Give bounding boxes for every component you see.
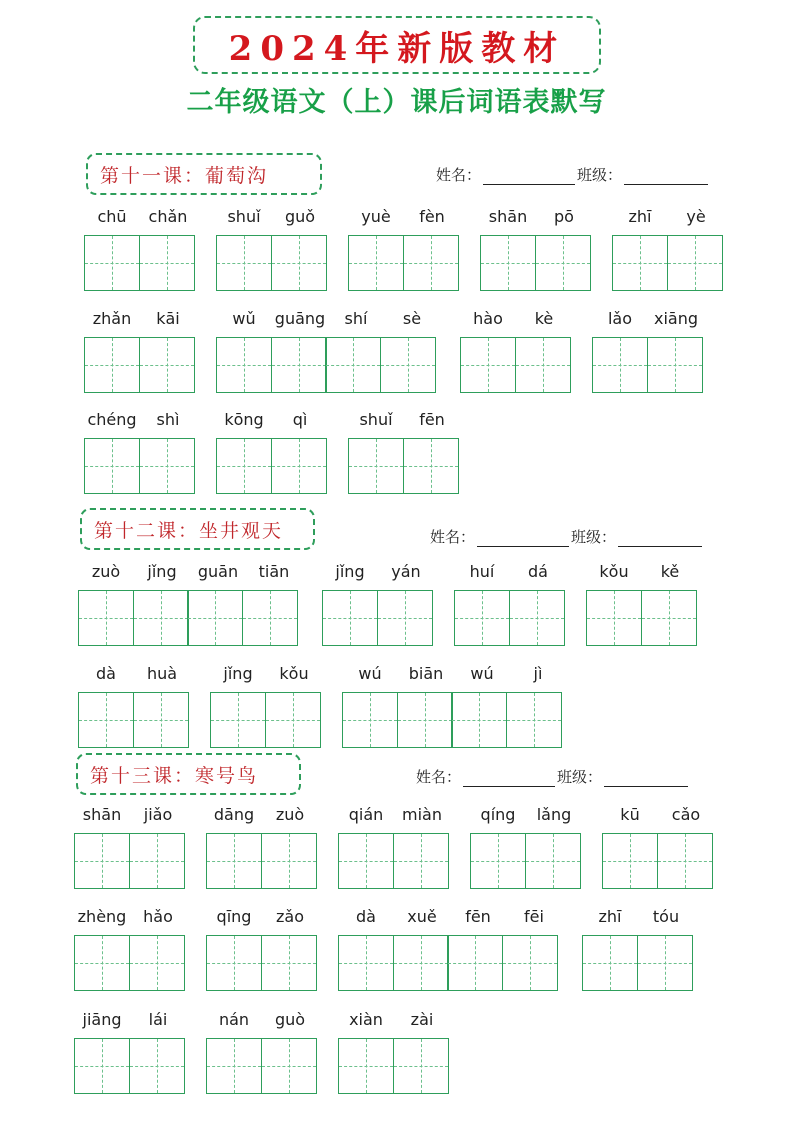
word-item (210, 664, 322, 748)
writing-cell[interactable] (129, 1038, 185, 1094)
pinyin: jǐng (335, 562, 365, 581)
word-item (84, 309, 196, 393)
word-item (342, 664, 566, 748)
word-item (470, 805, 582, 889)
pinyin: chǎn (148, 207, 188, 226)
pinyin: yuè (361, 207, 391, 226)
writing-cell[interactable] (502, 935, 558, 991)
name-field[interactable] (477, 530, 569, 547)
tianzige-grid (480, 235, 592, 291)
tianzige-grid (206, 1038, 318, 1094)
pinyin: zǎo (276, 907, 304, 926)
pinyin: kě (660, 562, 680, 581)
pinyin: nán (218, 1010, 250, 1029)
writing-cell[interactable] (74, 833, 130, 889)
tianzige-grid (74, 833, 186, 889)
pinyin: wú (470, 664, 494, 683)
pinyin: kū (620, 805, 640, 824)
pinyin: qì (292, 410, 308, 429)
pinyin: jǐng (223, 664, 253, 683)
pinyin-row (322, 562, 434, 584)
word-item (454, 562, 566, 646)
pinyin-row (216, 309, 440, 331)
pinyin: kōng (224, 410, 264, 429)
writing-cell[interactable] (216, 235, 272, 291)
page-subtitle: 二年级语文（上）课后词语表默写 (186, 87, 607, 118)
lesson-title: 第十二课：坐井观天 (80, 508, 315, 550)
tianzige-grid (78, 692, 190, 748)
writing-cell[interactable] (129, 833, 185, 889)
pinyin: fēn (419, 410, 445, 429)
word-item (78, 562, 302, 646)
pinyin: yán (391, 562, 421, 581)
word-item (84, 410, 196, 494)
class-field[interactable] (604, 770, 688, 787)
pinyin: zhī (598, 907, 622, 926)
pinyin: shí (344, 309, 368, 328)
writing-cell[interactable] (582, 935, 638, 991)
pinyin: zhèng (77, 907, 127, 926)
pinyin-row (78, 664, 190, 686)
writing-cell[interactable] (129, 935, 185, 991)
pinyin: zuò (275, 805, 305, 824)
writing-cell[interactable] (667, 235, 723, 291)
writing-cell[interactable] (271, 438, 327, 494)
pinyin: shuǐ (359, 410, 393, 429)
pinyin-row (470, 805, 582, 827)
word-item (206, 907, 318, 991)
pinyin-row (74, 1010, 186, 1032)
pinyin-row (74, 907, 186, 929)
word-item (586, 562, 698, 646)
pinyin-row (460, 309, 572, 331)
writing-cell[interactable] (515, 337, 571, 393)
pinyin: guò (274, 1010, 306, 1029)
tianzige-grid (338, 1038, 450, 1094)
pinyin: xiàn (349, 1010, 383, 1029)
name-field[interactable] (463, 770, 555, 787)
tianzige-grid (322, 590, 434, 646)
page-title: 2024年新版教材 (228, 28, 566, 69)
pinyin: tiān (258, 562, 290, 581)
pinyin-row (480, 207, 592, 229)
word-item (74, 907, 186, 991)
pinyin: zhǎn (92, 309, 132, 328)
pinyin-row (592, 309, 704, 331)
pinyin-row (216, 410, 328, 432)
pinyin: kāi (156, 309, 180, 328)
pinyin-row (84, 309, 196, 331)
pinyin-row (206, 1010, 318, 1032)
tianzige-grid (74, 935, 186, 991)
word-item (348, 207, 460, 291)
word-item (206, 805, 318, 889)
pinyin-row (216, 207, 328, 229)
word-item (338, 907, 562, 991)
tianzige-grid (342, 692, 566, 748)
pinyin-row (338, 805, 450, 827)
word-item (582, 907, 694, 991)
writing-cell[interactable] (612, 235, 668, 291)
writing-cell[interactable] (393, 935, 449, 991)
tianzige-grid (348, 438, 460, 494)
name-label: 姓名： (430, 528, 476, 546)
pinyin: guāng (274, 309, 326, 328)
pinyin-row (78, 562, 302, 584)
pinyin-row (206, 907, 318, 929)
writing-cell[interactable] (338, 833, 394, 889)
pinyin: lǎo (607, 309, 633, 328)
pinyin: zhī (628, 207, 652, 226)
pinyin: jì (533, 664, 543, 683)
pinyin: kǒu (599, 562, 629, 581)
writing-cell[interactable] (265, 692, 321, 748)
writing-cell[interactable] (78, 692, 134, 748)
pinyin: guān (197, 562, 239, 581)
pinyin: fèn (419, 207, 445, 226)
pinyin: yè (686, 207, 706, 226)
writing-cell[interactable] (84, 235, 140, 291)
writing-cell[interactable] (454, 590, 510, 646)
pinyin-row (338, 907, 562, 929)
tianzige-grid (206, 833, 318, 889)
writing-cell[interactable] (133, 692, 189, 748)
writing-cell[interactable] (206, 935, 262, 991)
tianzige-grid (470, 833, 582, 889)
pinyin: shān (82, 805, 122, 824)
name-class-line (430, 526, 704, 547)
pinyin: xuě (407, 907, 437, 926)
pinyin-row (84, 410, 196, 432)
pinyin: zài (410, 1010, 434, 1029)
pinyin-row (74, 805, 186, 827)
class-label: 班级： (577, 166, 623, 184)
tianzige-grid (338, 935, 562, 991)
pinyin: fēi (524, 907, 544, 926)
lesson-title: 第十三课：寒号鸟 (76, 753, 301, 795)
writing-cell[interactable] (206, 1038, 262, 1094)
writing-cell[interactable] (348, 235, 404, 291)
writing-cell[interactable] (657, 833, 713, 889)
pinyin-row (210, 664, 322, 686)
writing-cell[interactable] (509, 590, 565, 646)
tianzige-grid (338, 833, 450, 889)
word-item (74, 805, 186, 889)
tianzige-grid (216, 337, 440, 393)
word-item (602, 805, 714, 889)
word-item (322, 562, 434, 646)
pinyin-row (348, 410, 460, 432)
pinyin: dāng (213, 805, 255, 824)
writing-cell[interactable] (325, 337, 381, 393)
pinyin: sè (402, 309, 422, 328)
writing-cell[interactable] (242, 590, 298, 646)
pinyin: dà (96, 664, 116, 683)
writing-cell[interactable] (342, 692, 398, 748)
tianzige-grid (348, 235, 460, 291)
pinyin: kè (534, 309, 554, 328)
word-item (206, 1010, 318, 1094)
tianzige-grid (84, 235, 196, 291)
writing-cell[interactable] (393, 833, 449, 889)
tianzige-grid (460, 337, 572, 393)
class-field[interactable] (618, 530, 702, 547)
writing-cell[interactable] (480, 235, 536, 291)
pinyin: huí (469, 562, 495, 581)
writing-cell[interactable] (206, 833, 262, 889)
title-box (193, 16, 601, 74)
pinyin: jiǎo (143, 805, 173, 824)
pinyin: kǒu (279, 664, 309, 683)
pinyin: shān (488, 207, 528, 226)
tianzige-grid (592, 337, 704, 393)
writing-cell[interactable] (647, 337, 703, 393)
pinyin: shì (156, 410, 180, 429)
writing-cell[interactable] (380, 337, 436, 393)
pinyin: tóu (652, 907, 680, 926)
writing-cell[interactable] (139, 337, 195, 393)
pinyin: shuǐ (227, 207, 261, 226)
word-item (78, 664, 190, 748)
pinyin: hǎo (143, 907, 173, 926)
pinyin: wú (358, 664, 382, 683)
writing-cell[interactable] (338, 935, 394, 991)
writing-cell[interactable] (139, 235, 195, 291)
class-label: 班级： (571, 528, 617, 546)
writing-cell[interactable] (348, 438, 404, 494)
pinyin-row (582, 907, 694, 929)
word-item (74, 1010, 186, 1094)
pinyin: chéng (87, 410, 137, 429)
pinyin: qīng (216, 907, 252, 926)
writing-cell[interactable] (271, 337, 327, 393)
word-item (216, 207, 328, 291)
tianzige-grid (84, 438, 196, 494)
writing-cell[interactable] (460, 337, 516, 393)
pinyin: huà (146, 664, 178, 683)
tianzige-grid (74, 1038, 186, 1094)
writing-cell[interactable] (78, 590, 134, 646)
writing-cell[interactable] (74, 1038, 130, 1094)
word-item (612, 207, 724, 291)
writing-cell[interactable] (261, 833, 317, 889)
writing-cell[interactable] (393, 1038, 449, 1094)
pinyin: zuò (91, 562, 121, 581)
word-item (216, 309, 440, 393)
writing-cell[interactable] (377, 590, 433, 646)
pinyin-row (586, 562, 698, 584)
word-item (460, 309, 572, 393)
writing-cell[interactable] (338, 1038, 394, 1094)
tianzige-grid (454, 590, 566, 646)
word-item (480, 207, 592, 291)
lesson-title: 第十一课：葡萄沟 (86, 153, 322, 195)
pinyin: hào (473, 309, 503, 328)
pinyin: wǔ (232, 309, 256, 328)
pinyin: cǎo (671, 805, 701, 824)
class-field[interactable] (624, 168, 708, 185)
writing-cell[interactable] (641, 590, 697, 646)
writing-cell[interactable] (397, 692, 453, 748)
tianzige-grid (582, 935, 694, 991)
writing-cell[interactable] (216, 438, 272, 494)
pinyin-row (342, 664, 566, 686)
writing-cell[interactable] (322, 590, 378, 646)
word-item (338, 1010, 450, 1094)
tianzige-grid (206, 935, 318, 991)
tianzige-grid (612, 235, 724, 291)
pinyin-row (338, 1010, 450, 1032)
pinyin: lǎng (536, 805, 572, 824)
pinyin-row (206, 805, 318, 827)
writing-cell[interactable] (216, 337, 272, 393)
pinyin-row (612, 207, 724, 229)
tianzige-grid (78, 590, 302, 646)
writing-cell[interactable] (261, 935, 317, 991)
class-label: 班级： (557, 768, 603, 786)
writing-cell[interactable] (535, 235, 591, 291)
pinyin-row (602, 805, 714, 827)
pinyin: xiāng (653, 309, 698, 328)
pinyin: fēn (465, 907, 491, 926)
pinyin: pō (554, 207, 574, 226)
tianzige-grid (586, 590, 698, 646)
writing-cell[interactable] (74, 935, 130, 991)
writing-cell[interactable] (451, 692, 507, 748)
pinyin: jiāng (82, 1010, 122, 1029)
pinyin: qián (348, 805, 384, 824)
writing-cell[interactable] (271, 235, 327, 291)
word-item (348, 410, 460, 494)
writing-cell[interactable] (586, 590, 642, 646)
pinyin-row (454, 562, 566, 584)
writing-cell[interactable] (470, 833, 526, 889)
name-field[interactable] (483, 168, 575, 185)
word-item (338, 805, 450, 889)
tianzige-grid (210, 692, 322, 748)
pinyin: biān (408, 664, 444, 683)
pinyin-row (348, 207, 460, 229)
pinyin: dà (356, 907, 376, 926)
tianzige-grid (84, 337, 196, 393)
writing-cell[interactable] (210, 692, 266, 748)
writing-cell[interactable] (403, 438, 459, 494)
writing-cell[interactable] (84, 438, 140, 494)
writing-cell[interactable] (592, 337, 648, 393)
tianzige-grid (216, 438, 328, 494)
word-item (84, 207, 196, 291)
word-item (216, 410, 328, 494)
writing-cell[interactable] (139, 438, 195, 494)
tianzige-grid (602, 833, 714, 889)
name-class-line (416, 766, 690, 787)
writing-cell[interactable] (84, 337, 140, 393)
writing-cell[interactable] (403, 235, 459, 291)
pinyin: guǒ (284, 207, 316, 226)
writing-cell[interactable] (602, 833, 658, 889)
word-item (592, 309, 704, 393)
pinyin: qíng (480, 805, 516, 824)
pinyin: dá (528, 562, 548, 581)
writing-cell[interactable] (447, 935, 503, 991)
name-label: 姓名： (416, 768, 462, 786)
writing-cell[interactable] (506, 692, 562, 748)
name-class-line (436, 164, 710, 185)
pinyin-row (84, 207, 196, 229)
writing-cell[interactable] (525, 833, 581, 889)
writing-cell[interactable] (187, 590, 243, 646)
pinyin: chū (97, 207, 127, 226)
name-label: 姓名： (436, 166, 482, 184)
pinyin: miàn (402, 805, 442, 824)
pinyin: lái (148, 1010, 168, 1029)
writing-cell[interactable] (261, 1038, 317, 1094)
pinyin: jǐng (147, 562, 177, 581)
writing-cell[interactable] (637, 935, 693, 991)
writing-cell[interactable] (133, 590, 189, 646)
tianzige-grid (216, 235, 328, 291)
